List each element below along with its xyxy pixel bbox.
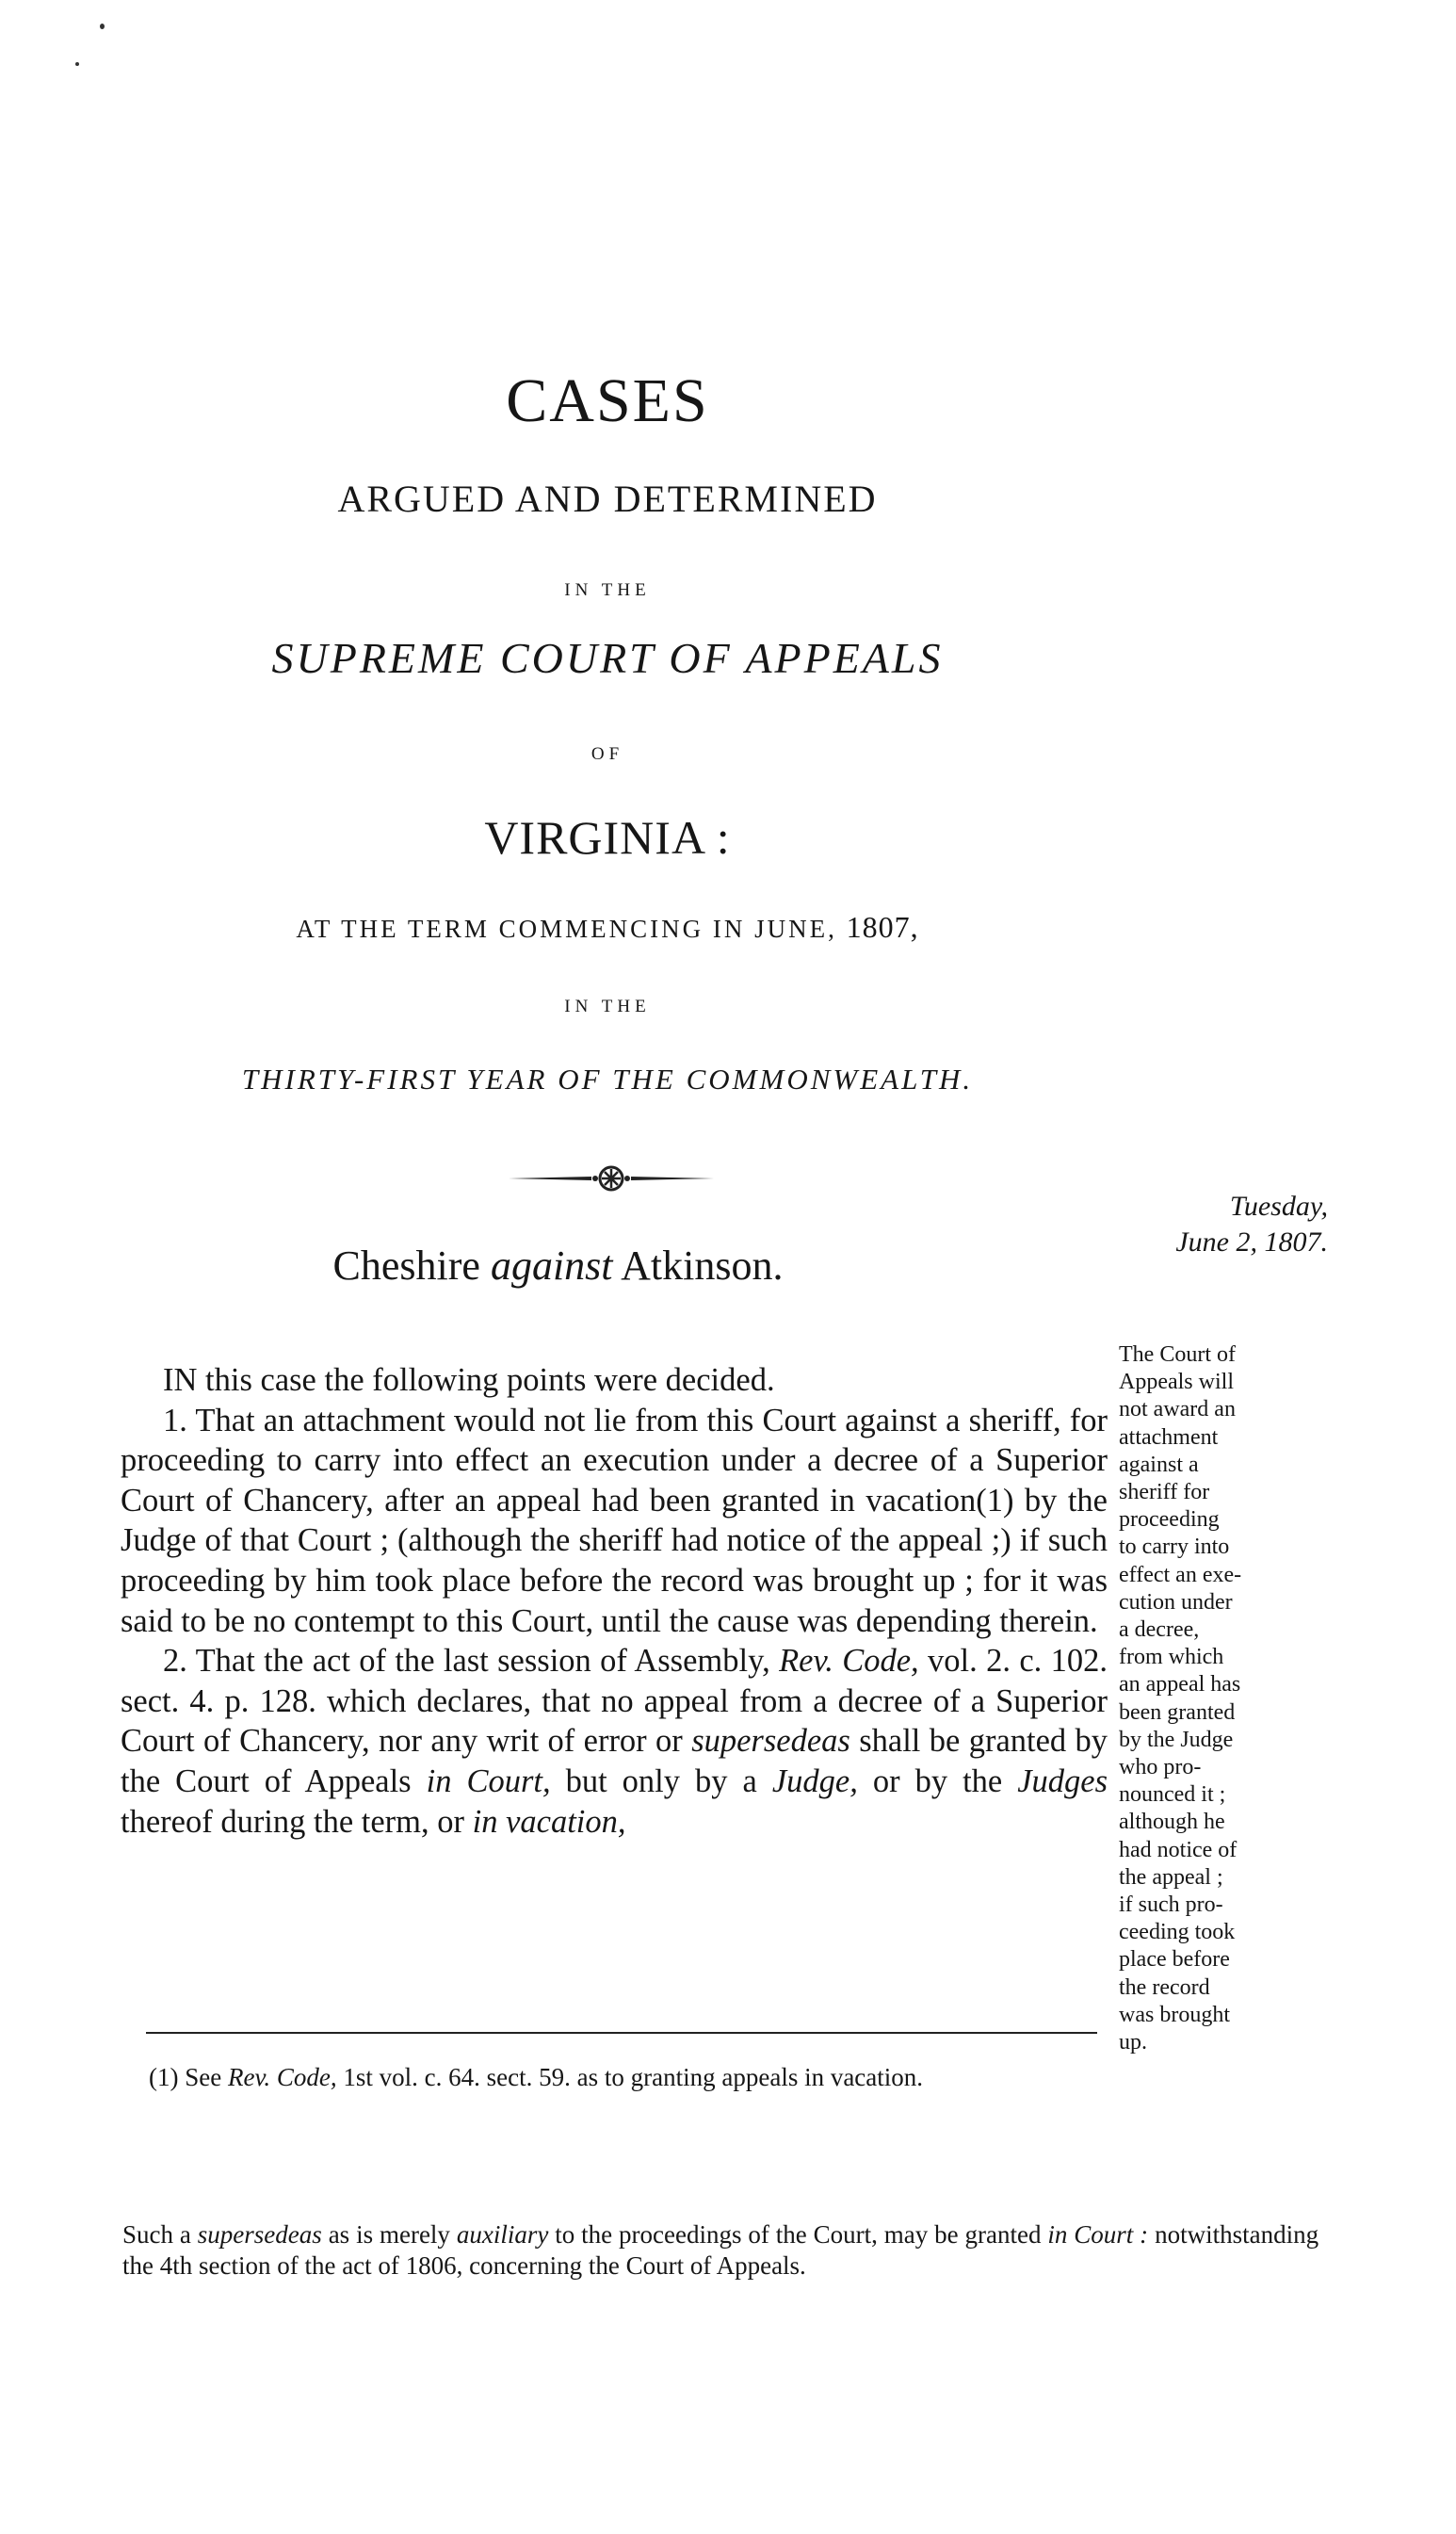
margin-line: to carry into: [1119, 1535, 1230, 1560]
subtitle: ARGUED AND DETERMINED: [337, 478, 878, 520]
margin-line: who pro-: [1119, 1755, 1202, 1780]
footnote: [149, 2061, 1117, 2093]
page-title: CASES: [506, 366, 709, 435]
footnote-text: 1st vol. c. 64. sect. 59. as to granting appeals in vacation.: [343, 2063, 924, 2091]
margin-line: sheriff for: [1119, 1480, 1210, 1505]
margin-line: an appeal has: [1119, 1672, 1241, 1697]
supersedeas-term: supersedeas: [691, 1723, 850, 1760]
plaintiff: Cheshire: [332, 1243, 480, 1289]
text-run: as is merely: [328, 2220, 450, 2249]
auxiliary-term: auxiliary: [456, 2220, 549, 2249]
state-name: VIRGINIA :: [484, 811, 731, 864]
margin-line: against a: [1119, 1452, 1199, 1477]
supersedeas-term: supersedeas: [197, 2220, 322, 2249]
text-run: to the proceedings of the Court, may be granted: [555, 2220, 1042, 2249]
judge-term: Judge,: [771, 1762, 858, 1799]
margin-line: was brought: [1119, 2002, 1230, 2027]
body-paragraph-1: 1. That an attachment would not lie from this Court against a sheriff, for proceeding to carry into effect an execution under a decree of a Superior Court of Chancery, after an appeal had been granted in vacation(1) by the Judge of that Court ; (although the sheriff had notice of the appeal ;) if such proceeding by him took place before the record was brought up ; for it was said to be no contempt to this Court, until the cause was depending therein.: [121, 1402, 1108, 1639]
margin-note: [1119, 1341, 1312, 2056]
margin-line: ceeding took: [1119, 1920, 1236, 1945]
in-the-line: IN THE: [564, 580, 651, 600]
date-day: Tuesday,: [1229, 1191, 1328, 1222]
margin-line: up.: [1119, 2030, 1147, 2055]
footnote-marker: (1) See: [149, 2063, 222, 2091]
text-run: Such a: [122, 2220, 191, 2249]
margin-line: by the Judge: [1119, 1727, 1234, 1752]
commonwealth-year: THIRTY-FIRST YEAR OF THE COMMONWEALTH.: [241, 1063, 974, 1096]
footnote-divider: [146, 2032, 1097, 2034]
text-run: notwithstanding the 4th section of the act of 1806, concerning the Court of Appeals.: [122, 2220, 1319, 2280]
margin-line: had notice of: [1119, 1837, 1238, 1862]
against-word: against: [490, 1243, 613, 1289]
rev-code-ref: Rev. Code,: [227, 2063, 337, 2091]
case-title: [0, 1242, 1116, 1290]
ink-speck: [75, 62, 79, 66]
margin-line: proceeding: [1119, 1507, 1220, 1533]
defendant: Atkinson.: [621, 1243, 784, 1289]
body-paragraph-2: [121, 1641, 1108, 1842]
margin-line: if such pro-: [1119, 1892, 1223, 1918]
margin-line: nounced it ;: [1119, 1782, 1226, 1808]
term-prefix: AT THE TERM COMMENCING IN JUNE,: [296, 915, 837, 943]
margin-line: the record: [1119, 1974, 1210, 2000]
vacation-term: in vacation,: [472, 1803, 626, 1840]
of-line: OF: [590, 744, 624, 764]
margin-line: the appeal ;: [1119, 1864, 1223, 1890]
case-body: [121, 1360, 1108, 1842]
margin-line: from which: [1119, 1645, 1224, 1670]
court-name: SUPREME COURT OF APPEALS: [271, 634, 944, 682]
text-run: shall be granted by the Court of Appeals: [121, 1723, 1108, 1799]
term-year: 1807,: [846, 910, 919, 944]
margin-line: been granted: [1119, 1699, 1236, 1725]
date-value: June 2, 1807.: [1175, 1226, 1328, 1258]
text-run: or by the: [872, 1762, 1003, 1799]
summary-note: [122, 2219, 1318, 2282]
margin-line: cution under: [1119, 1589, 1233, 1615]
margin-line: not award an: [1119, 1397, 1236, 1422]
margin-line: The Court of: [1119, 1342, 1236, 1367]
date-note: [1092, 1189, 1328, 1259]
rev-code-ref: Rev. Code,: [779, 1643, 919, 1680]
ornament-rule: [507, 1164, 716, 1193]
margin-line: Appeals will: [1119, 1370, 1234, 1395]
term-line: [0, 910, 1215, 945]
margin-line: attachment: [1119, 1424, 1219, 1450]
margin-line: effect an exe-: [1119, 1562, 1242, 1587]
margin-line: a decree,: [1119, 1617, 1200, 1643]
text-run: but only by a: [565, 1762, 757, 1799]
in-the-line-2: IN THE: [564, 997, 651, 1016]
in-court-term: in Court,: [426, 1762, 551, 1799]
margin-line: place before: [1119, 1947, 1230, 1973]
ink-speck: [100, 24, 105, 29]
margin-line: although he: [1119, 1810, 1225, 1835]
in-court-term: in Court :: [1047, 2220, 1149, 2249]
text-run: vol. 2. c. 102. sect. 4. p. 128. which declares, that no appeal from a decree of a Superior Court of Chancery, nor any writ of error or: [121, 1643, 1108, 1760]
text-run: thereof during the term, or: [121, 1803, 464, 1840]
text-run: 2. That the act of the last session of Assembly,: [163, 1643, 770, 1680]
body-paragraph-intro: IN this case the following points were decided.: [163, 1362, 775, 1398]
judges-term: Judges: [1017, 1762, 1108, 1799]
